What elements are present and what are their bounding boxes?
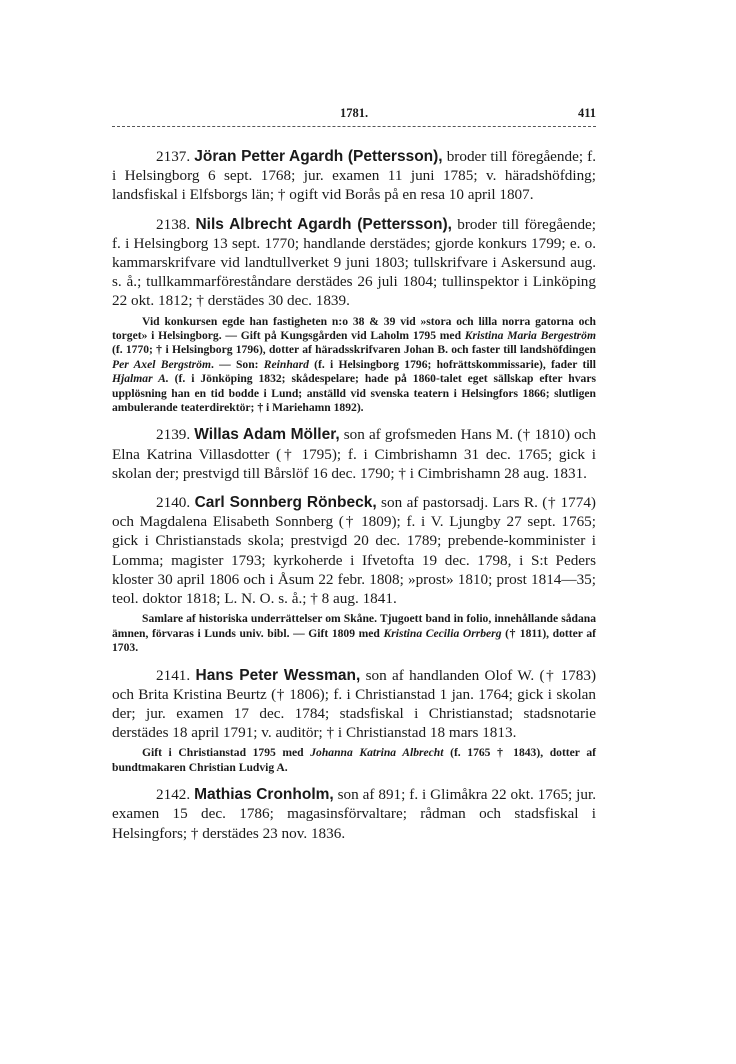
entry-name: Carl Sonnberg Rönbeck, — [194, 494, 377, 512]
entry-name: Willas Adam Möller, — [194, 426, 340, 444]
note-text: († 1811), dotter af 1703. — [112, 626, 596, 655]
entry-number: 2142. — [156, 786, 191, 804]
note-text: . — Son: — [210, 357, 264, 371]
entry-number: 2137. — [156, 148, 191, 165]
note-text: Vid konkursen egde han fastigheten n:o 38 & 39 vid »stora och lilla norra gatorna och torget» i Helsingborg. — Gift på Kungsgården vid Laholm 1795 med — [112, 314, 596, 343]
note-italic-name: Reinhard — [263, 357, 309, 371]
entry-number: 2139. — [156, 426, 191, 444]
note-2141 — [112, 746, 596, 775]
entry-text: son af pastorsadj. Lars R. († 1774) och Magdalena Elisabeth Sonnberg († 1809); f. i V. Ljungby 27 sept. 1765; gick i Christianstads skola; prestvigd 20 dec. 1789; prebende-komminister i Lomma; magister 1793; kyrkoherde i Ifvetofta 19 dec. 1798, i S:t Peders kloster 30 april 1806 och i Åsum 22 febr. 1808; »prost» 1810; prost 1814—35; teol. doktor 1818; L. N. O. s. å.; † 8 aug. 1841. — [112, 494, 596, 608]
note-text: (f. 1770; † i Helsingborg 1796), dotter af häradsskrifvaren Johan B. och faster till landshöfdingen — [112, 343, 596, 357]
page-number: 411 — [577, 106, 596, 120]
note-text: Samlare af historiska underrättelser om Skåne. Tjugoett band in folio, innehållande sådana ämnen, förvaras i Lunds univ. bibl. — Gift 1809 med — [112, 612, 596, 640]
document-page — [112, 104, 596, 843]
entry-2138 — [112, 215, 596, 311]
note-text: (f. i Helsingborg 1796; hofrättskommissarie), fader till — [308, 357, 596, 371]
entry-2139 — [112, 425, 596, 483]
note-italic-name: Johanna Katrina Albrecht — [310, 746, 444, 760]
entry-text: son af grofsmeden Hans M. († 1810) och Elna Katrina Villasdotter († 1795); f. i Cimbrishamn 31 dec. 1765; gick i skolan der; prestvigd till Bårslöf 16 dec. 1790; † i Cimbrishamn 28 aug. 1831. — [112, 426, 597, 482]
entry-name: Hans Peter Wessman, — [195, 666, 361, 684]
entry-number: 2138. — [156, 215, 191, 233]
note-text: (f. i Jönköping 1832; skådespelare; hade på 1860-talet eget sällskap efter hvars upplösning han en tid bodde i Lund; anställd vid svenska teatern i Helsingfors 1866; slutligen ambulerande teaterdirektör; † i Mariehamn 1892). — [112, 372, 596, 415]
entry-name: Mathias Cronholm, — [194, 786, 334, 804]
note-italic-name: Kristina Cecilia Orrberg — [383, 626, 502, 640]
entry-name: Jöran Petter Agardh (Pettersson), — [194, 148, 443, 165]
entry-text: son af 891; f. i Glimåkra 22 okt. 1765; jur. examen 15 dec. 1786; magasinsförvaltare; rådman och stadsfiskal i Helsingfors; † derstädes 23 nov. 1836. — [112, 786, 596, 842]
running-header — [112, 104, 596, 120]
note-italic-name: Per Axel Bergström — [112, 357, 211, 371]
entry-text: broder till föregående; f. i Helsingborg 13 sept. 1770; handlande derstädes; gjorde konkurs 1799; e. o. kammarskrifvare vid landtullverket 9 juni 1803; tullskrifvare i Askersund aug. s. å.; tullkammarföreståndare derstädes 26 juli 1804; tullinspektor i Linköping 22 okt. 1812; † derstädes 30 dec. 1839. — [112, 215, 596, 310]
entry-number: 2140. — [156, 494, 191, 512]
note-2140 — [112, 612, 596, 655]
entry-text: broder till föregående; f. i Helsingborg 6 sept. 1768; jur. examen 11 juni 1785; v. häradshöfding; landsfiskal i Elfsborgs län; † ogift vid Borås på en resa 10 april 1807. — [112, 148, 597, 204]
entry-2140 — [112, 493, 596, 608]
note-text: Gift i Christianstad 1795 med — [142, 746, 311, 760]
entry-2137 — [112, 147, 596, 205]
entry-text: son af handlanden Olof W. († 1783) och Brita Kristina Beurtz († 1806); f. i Christianstad 1 jan. 1764; gick i skolan der; jur. examen 17 dec. 1784; stadsfiskal i Christianstad; stadsnotarie derstädes 18 april 1791; v. auditör; † i Christianstad 18 mars 1813. — [112, 666, 596, 742]
entry-2142 — [112, 785, 596, 843]
entry-2141 — [112, 666, 596, 743]
note-italic-name: Hjalmar A. — [112, 372, 169, 386]
note-italic-name: Kristina Maria Bergeström — [464, 329, 596, 343]
header-divider — [112, 126, 596, 127]
header-year: 1781. — [339, 106, 369, 120]
note-text: (f. 1765 † 1843), dotter af bundtmakaren Christian Ludvig A. — [112, 746, 596, 774]
entry-name: Nils Albrecht Agardh (Pettersson), — [195, 215, 452, 233]
entry-number: 2141. — [156, 666, 191, 684]
note-2138 — [112, 315, 596, 416]
